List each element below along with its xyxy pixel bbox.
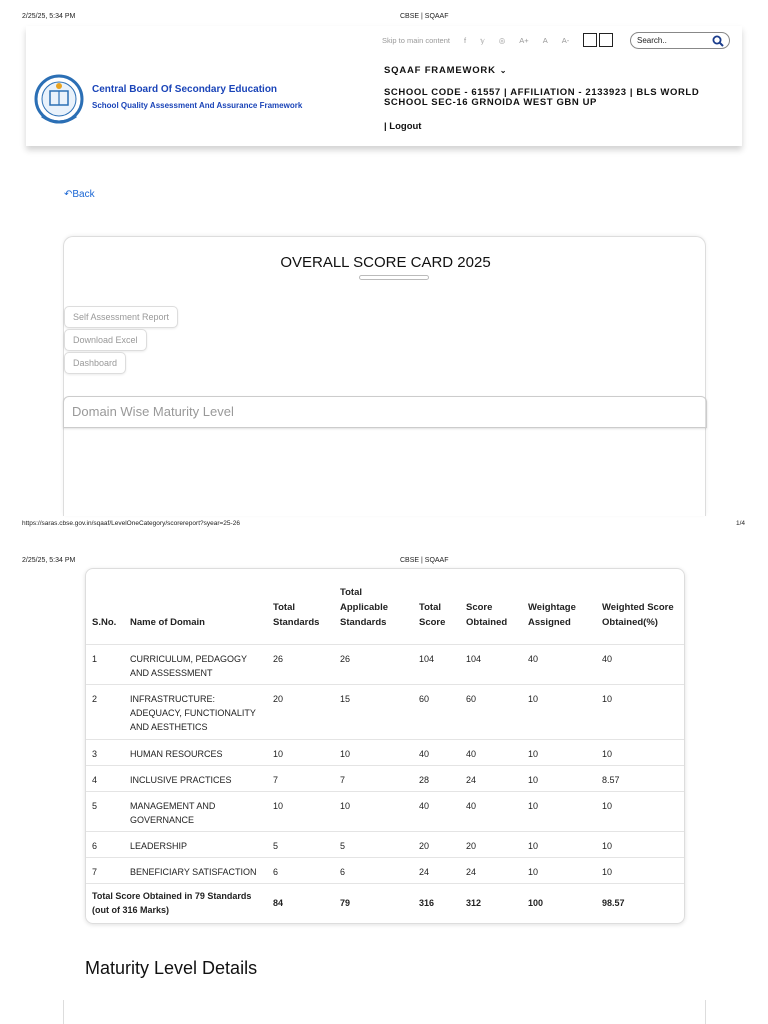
table-row	[86, 644, 685, 684]
nav-sqaaf-framework[interactable]	[384, 65, 507, 76]
column-header: Weighted Score Obtained(%)	[602, 601, 674, 628]
total-label-cell: Total Score Obtained in 79 Standards (out of 316 Marks)	[86, 883, 267, 923]
self-assessment-report-button[interactable]: Self Assessment Report	[64, 306, 178, 328]
table-total-row	[86, 883, 685, 923]
table-cell: INCLUSIVE PRACTICES	[124, 765, 267, 791]
table-cell: 10	[522, 739, 596, 765]
table-cell: 2	[86, 684, 124, 739]
table-header-row	[86, 569, 685, 644]
score-table-container	[85, 568, 685, 924]
skip-to-content-link[interactable]: Skip to main content	[382, 35, 450, 45]
print-url: https://saras.cbse.gov.in/sqaaf/LevelOneCategory/scorereport?syear=25-26	[22, 520, 240, 527]
score-table	[86, 569, 685, 923]
print-doc-title: CBSE | SQAAF	[400, 13, 449, 20]
theme-light-button[interactable]	[583, 33, 597, 47]
table-cell: 7	[334, 765, 413, 791]
page-title: OVERALL SCORE CARD 2025	[280, 254, 491, 271]
column-header: Total Applicable Standards	[340, 586, 389, 628]
total-cell: 79	[334, 883, 413, 923]
table-cell: 104	[413, 644, 460, 684]
total-cell: 100	[522, 883, 596, 923]
facebook-icon[interactable]: f	[463, 35, 467, 45]
column-header: Weightage Assigned	[528, 601, 576, 628]
table-cell: 5	[334, 831, 413, 857]
table-cell: 10	[267, 739, 334, 765]
table-cell: 10	[596, 831, 685, 857]
table-cell: 20	[460, 831, 522, 857]
table-cell: 10	[267, 791, 334, 831]
org-subtitle: School Quality Assessment And Assurance Framework	[92, 101, 303, 110]
table-cell: 20	[267, 684, 334, 739]
table-cell: 10	[334, 791, 413, 831]
score-card	[63, 236, 706, 516]
chevron-down-icon: ⌄	[499, 66, 508, 75]
table-cell: 10	[596, 739, 685, 765]
table-cell: 10	[596, 857, 685, 883]
table-cell: 60	[460, 684, 522, 739]
table-cell: 8.57	[596, 765, 685, 791]
table-cell: BENEFICIARY SATISFACTION	[124, 857, 267, 883]
table-cell: MANAGEMENT AND GOVERNANCE	[124, 791, 267, 831]
maturity-level-title: Maturity Level Details	[85, 958, 258, 978]
theme-dark-button[interactable]	[599, 33, 613, 47]
print-page-number: 1/4	[736, 520, 746, 527]
total-cell: 316	[413, 883, 460, 923]
table-cell: 26	[267, 644, 334, 684]
column-header: Total Score	[419, 601, 446, 628]
table-cell: 24	[413, 857, 460, 883]
table-row	[86, 791, 685, 831]
table-cell: 7	[267, 765, 334, 791]
print-doc-title-p2: CBSE | SQAAF	[400, 557, 449, 564]
font-normal-button[interactable]: A	[542, 35, 548, 45]
table-cell: 10	[596, 791, 685, 831]
table-cell: HUMAN RESOURCES	[124, 739, 267, 765]
table-cell: 10	[522, 831, 596, 857]
table-cell: 6	[86, 831, 124, 857]
org-name[interactable]: Central Board Of Secondary Education	[92, 84, 278, 95]
font-increase-button[interactable]: A+	[519, 35, 529, 45]
twitter-icon[interactable]: 𝕪	[480, 35, 485, 45]
table-cell: 40	[596, 644, 685, 684]
table-row	[86, 831, 685, 857]
table-cell: 28	[413, 765, 460, 791]
print-datetime-p2: 2/25/25, 5:34 PM	[22, 557, 76, 564]
table-cell: 10	[522, 684, 596, 739]
dashboard-button[interactable]: Dashboard	[64, 352, 126, 374]
table-cell: 60	[413, 684, 460, 739]
nav-sqaaf-framework-label: SQAAF FRAMEWORK	[384, 65, 496, 76]
table-cell: 6	[334, 857, 413, 883]
table-cell: 40	[460, 791, 522, 831]
table-row	[86, 857, 685, 883]
back-link[interactable]	[64, 189, 95, 200]
total-cell: 98.57	[596, 883, 685, 923]
table-cell: 10	[596, 684, 685, 739]
back-label: Back	[72, 189, 95, 200]
column-header: S.No.	[92, 616, 117, 628]
table-cell: 10	[522, 791, 596, 831]
column-header: Score Obtained	[466, 601, 508, 628]
table-cell: LEADERSHIP	[124, 831, 267, 857]
table-cell: 10	[522, 857, 596, 883]
domain-wise-maturity-header: Domain Wise Maturity Level	[63, 396, 707, 428]
table-row	[86, 739, 685, 765]
table-cell: 3	[86, 739, 124, 765]
cbse-logo-icon	[34, 72, 84, 128]
column-header: Name of Domain	[130, 616, 205, 628]
table-cell: 26	[334, 644, 413, 684]
download-excel-button[interactable]: Download Excel	[64, 329, 147, 351]
logout-link[interactable]: | Logout	[384, 121, 422, 132]
instagram-icon[interactable]: ◎	[498, 35, 506, 45]
table-cell: 15	[334, 684, 413, 739]
table-cell: 5	[267, 831, 334, 857]
table-cell: 24	[460, 765, 522, 791]
table-cell: CURRICULUM, PEDAGOGY AND ASSESSMENT	[124, 644, 267, 684]
table-cell: 5	[86, 791, 124, 831]
table-cell: 104	[460, 644, 522, 684]
font-decrease-button[interactable]: A-	[561, 35, 570, 45]
table-cell: 20	[413, 831, 460, 857]
title-underline	[359, 275, 429, 280]
table-cell: 1	[86, 644, 124, 684]
accessibility-toolbar	[382, 32, 615, 48]
site-header	[26, 26, 742, 146]
table-cell: 7	[86, 857, 124, 883]
table-cell: 40	[413, 791, 460, 831]
back-arrow-icon: ↶	[64, 189, 73, 200]
search-icon[interactable]	[712, 35, 724, 47]
print-datetime: 2/25/25, 5:34 PM	[22, 13, 76, 20]
table-cell: 4	[86, 765, 124, 791]
table-cell: 40	[413, 739, 460, 765]
table-cell: 40	[460, 739, 522, 765]
total-cell: 312	[460, 883, 522, 923]
table-cell: INFRASTRUCTURE: ADEQUACY, FUNCTIONALITY AND AESTHETICS	[124, 684, 267, 739]
table-cell: 40	[522, 644, 596, 684]
table-cell: 10	[334, 739, 413, 765]
school-info: SCHOOL CODE - 61557 | AFFILIATION - 2133923 | BLS WORLD SCHOOL SEC-16 GRNOIDA WEST GBN UP	[384, 87, 700, 108]
table-cell: 10	[522, 765, 596, 791]
table-row	[86, 765, 685, 791]
table-cell: 6	[267, 857, 334, 883]
table-cell: 24	[460, 857, 522, 883]
search-input[interactable]: Search..	[630, 32, 730, 49]
column-header: Total Standards	[273, 601, 320, 628]
table-row	[86, 684, 685, 739]
maturity-section-frame	[63, 1000, 706, 1024]
total-cell: 84	[267, 883, 334, 923]
